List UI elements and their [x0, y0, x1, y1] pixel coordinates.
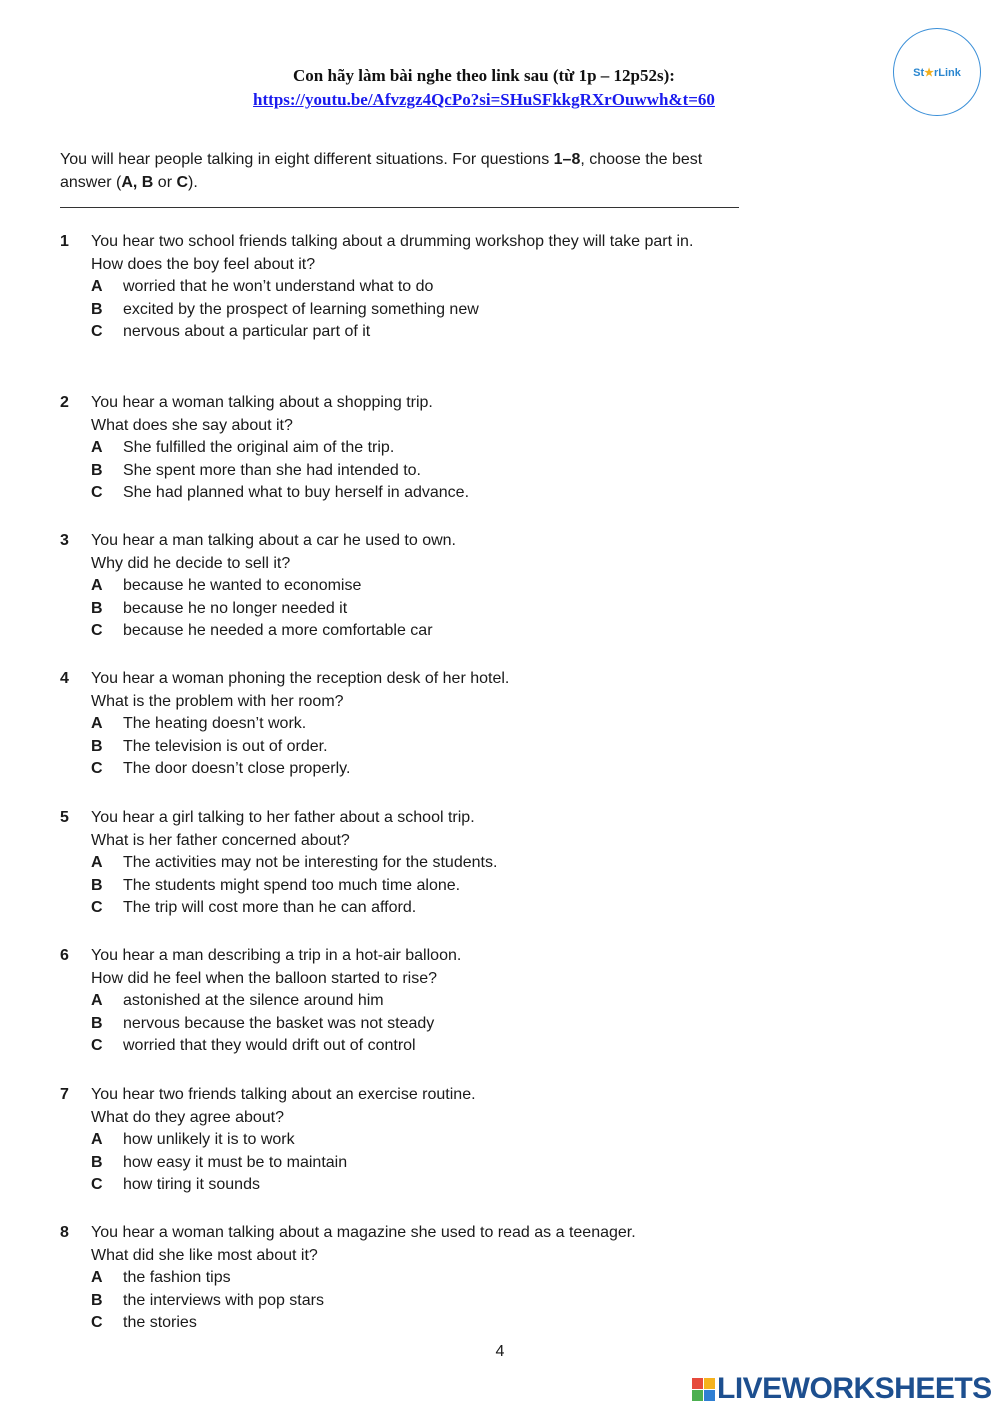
answer-option-a[interactable] [91, 1267, 760, 1290]
question-context: You hear a woman talking about a shopping trip. [91, 394, 433, 411]
option-letter: C [91, 1037, 103, 1054]
question-number: 1 [60, 233, 69, 250]
option-letter: B [91, 1153, 103, 1171]
answer-option-c[interactable] [91, 1312, 760, 1335]
option-text: nervous because the basket was not steady [123, 1014, 435, 1032]
option-letter: A [91, 439, 103, 456]
option-text: how easy it must be to maintain [123, 1153, 348, 1171]
question-context: You hear a woman phoning the reception desk of her hotel. [91, 670, 510, 687]
answer-option-c[interactable] [91, 482, 760, 505]
answer-option-c[interactable] [91, 1174, 760, 1197]
option-text: She spent more than she had intended to. [123, 461, 421, 479]
star-icon: ★ [924, 66, 934, 79]
page-header [0, 64, 968, 112]
option-text: The heating doesn’t work. [123, 715, 307, 732]
option-letter: A [91, 854, 103, 871]
question-6 [60, 945, 760, 1058]
answer-option-c[interactable] [91, 321, 760, 344]
intro-text: You will hear people talking in eight different situations. For questions 1–8, choose the best answer (A, B or C). [60, 151, 703, 191]
option-letter: B [91, 300, 103, 318]
option-text: how unlikely it is to work [123, 1131, 295, 1148]
question-7 [60, 1084, 760, 1197]
liveworksheets-footer [692, 1374, 992, 1404]
page-number: 4 [495, 1343, 505, 1360]
answer-option-c[interactable] [91, 897, 760, 920]
question-prompt: What is the problem with her room? [91, 692, 344, 710]
option-text: how tiring it sounds [123, 1176, 260, 1193]
answer-option-b[interactable] [91, 1013, 760, 1036]
question-context: You hear a man talking about a car he used to own. [91, 532, 456, 549]
question-5 [60, 807, 760, 920]
answer-option-b[interactable] [91, 598, 760, 621]
option-text: She had planned what to buy herself in advance. [123, 484, 470, 501]
question-number: 5 [60, 809, 69, 826]
answer-option-b[interactable] [91, 460, 760, 483]
option-text: worried that he won’t understand what to do [123, 278, 434, 295]
option-text: The activities may not be interesting for the students. [123, 854, 498, 871]
question-prompt: What did she like most about it? [91, 1246, 318, 1264]
question-context: You hear a woman talking about a magazine she used to read as a teenager. [91, 1224, 636, 1241]
option-letter: A [91, 715, 103, 732]
option-text: the stories [123, 1314, 197, 1331]
answer-option-a[interactable] [91, 437, 760, 460]
question-prompt: How does the boy feel about it? [91, 255, 316, 273]
option-text: The door doesn’t close properly. [123, 760, 351, 777]
question-8 [60, 1222, 760, 1335]
question-number: 4 [60, 670, 69, 687]
option-text: excited by the prospect of learning something new [123, 300, 479, 318]
question-prompt: Why did he decide to sell it? [91, 554, 291, 572]
question-context: You hear a girl talking to her father about a school trip. [91, 809, 475, 826]
answer-option-c[interactable] [91, 1035, 760, 1058]
question-number: 6 [60, 947, 69, 964]
option-letter: C [91, 622, 103, 639]
answer-option-a[interactable] [91, 852, 760, 875]
option-letter: C [91, 323, 103, 340]
option-letter: A [91, 278, 103, 295]
answer-option-c[interactable] [91, 758, 760, 781]
liveworksheets-logo-icon [692, 1378, 715, 1401]
answer-option-a[interactable] [91, 713, 760, 736]
question-number: 7 [60, 1086, 69, 1103]
option-letter: B [91, 737, 103, 755]
option-letter: B [91, 1014, 103, 1032]
option-text: worried that they would drift out of control [123, 1037, 416, 1054]
question-4 [60, 668, 760, 781]
question-context: You hear two school friends talking about a drumming workshop they will take part in. [91, 233, 694, 250]
option-text: because he no longer needed it [123, 599, 348, 617]
answer-option-b[interactable] [91, 299, 760, 322]
option-text: The students might spend too much time alone. [123, 876, 461, 894]
option-text: She fulfilled the original aim of the trip. [123, 439, 395, 456]
option-letter: C [91, 484, 103, 501]
answer-option-b[interactable] [91, 1152, 760, 1175]
option-letter: C [91, 760, 103, 777]
option-letter: A [91, 1269, 103, 1286]
question-number: 3 [60, 532, 69, 549]
question-number: 2 [60, 394, 69, 411]
question-number: 8 [60, 1224, 69, 1241]
question-context: You hear a man describing a trip in a hot-air balloon. [91, 947, 462, 964]
instruction-line: Con hãy làm bài nghe theo link sau (từ 1p – 12p52s): [293, 66, 675, 85]
option-letter: A [91, 577, 103, 594]
question-2 [60, 392, 760, 505]
answer-option-c[interactable] [91, 620, 760, 643]
option-letter: A [91, 992, 103, 1009]
option-letter: B [91, 876, 103, 894]
question-3 [60, 530, 760, 643]
option-text: The trip will cost more than he can afford. [123, 899, 417, 916]
option-text: nervous about a particular part of it [123, 323, 371, 340]
option-text: The television is out of order. [123, 737, 328, 755]
question-prompt: How did he feel when the balloon started to rise? [91, 969, 437, 987]
option-text: astonished at the silence around him [123, 992, 384, 1009]
youtube-link[interactable]: https://youtu.be/Afvzgz4QcPo?si=SHuSFkkgRXrOuwwh&t=60 [253, 90, 715, 109]
answer-option-a[interactable] [91, 1129, 760, 1152]
option-letter: C [91, 899, 103, 916]
starlink-logo [893, 28, 981, 116]
divider-line [60, 207, 739, 208]
option-text: because he needed a more comfortable car [123, 622, 433, 639]
question-prompt: What is her father concerned about? [91, 831, 350, 849]
question-prompt: What does she say about it? [91, 416, 293, 434]
option-text: because he wanted to economise [123, 577, 362, 594]
answer-option-a[interactable] [91, 276, 760, 299]
logo-text: St★rLink [913, 66, 961, 79]
liveworksheets-brand: LIVEWORKSHEETS [717, 1372, 992, 1405]
option-letter: B [91, 1291, 103, 1309]
question-context: You hear two friends talking about an exercise routine. [91, 1086, 476, 1103]
question-prompt: What do they agree about? [91, 1108, 285, 1126]
answer-option-b[interactable] [91, 1290, 760, 1313]
option-letter: B [91, 461, 103, 479]
option-letter: C [91, 1314, 103, 1331]
answer-option-a[interactable] [91, 990, 760, 1013]
answer-option-b[interactable] [91, 875, 760, 898]
option-letter: A [91, 1131, 103, 1148]
option-text: the fashion tips [123, 1269, 231, 1286]
question-1 [60, 231, 760, 344]
answer-option-b[interactable] [91, 736, 760, 759]
option-text: the interviews with pop stars [123, 1291, 324, 1309]
answer-option-a[interactable] [91, 575, 760, 598]
option-letter: B [91, 599, 103, 617]
option-letter: C [91, 1176, 103, 1193]
